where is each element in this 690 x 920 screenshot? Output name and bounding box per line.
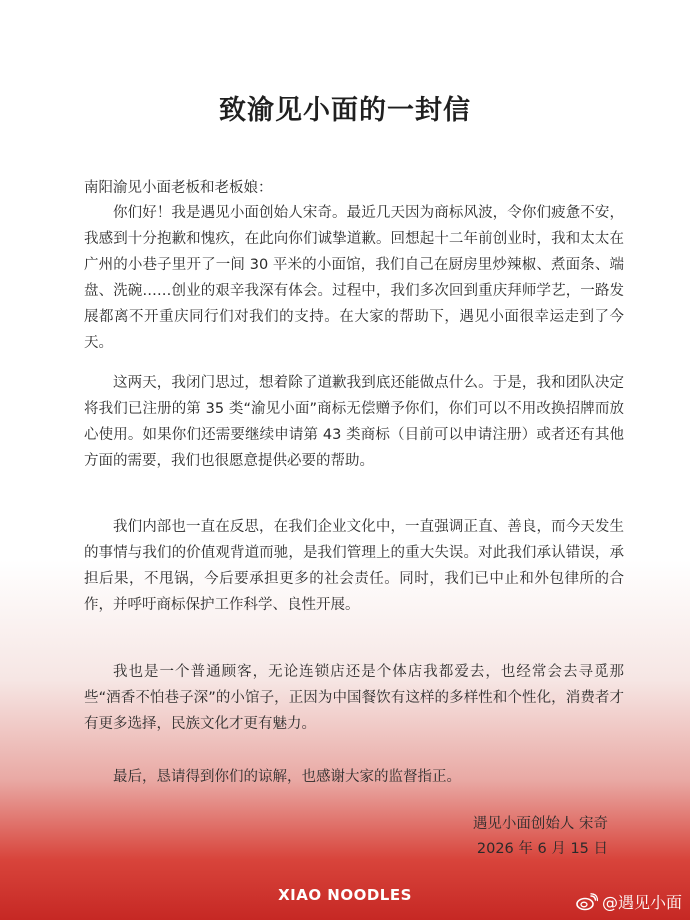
signature: 遇见小面创始人 宋奇: [472, 816, 608, 832]
weibo-watermark: [576, 890, 682, 913]
salutation: 南阳渝见小面老板和老板娘：: [84, 180, 273, 196]
paragraph-3: 我们内部也一直在反思，在我们企业文化中，一直强调正直、善良，而今天发生的事情与我们的价值观背道而驰，是我们管理上的重大失误。对此我们承认错误，承担后果，不甩锅，今后要承担更多的社会责任。同时，我们已中止和外包律所的合作，并呼吁商标保护工作科学、良性开展。: [84, 519, 624, 613]
weibo-icon: [576, 893, 598, 911]
brand-logo-text: XIAO NOODLES: [278, 886, 412, 904]
paragraph-4: 我也是一个普通顾客，无论连锁店还是个体店我都爱去，也经常会去寻觅那些“酒香不怕巷子深”的小馆子，正因为中国餐饮有这样的多样性和个性化，消费者才有更多选择，民族文化才更有魅力。: [84, 664, 624, 732]
watermark-handle: @遇见小面: [601, 893, 682, 912]
signature-block: [473, 812, 608, 862]
paragraph-1: 你们好！我是遇见小面创始人宋奇。最近几天因为商标风波，令你们疲惫不安，我感到十分抱歉和愧疚，在此向你们诚挚道歉。回想起十二年前创业时，我和太太在广州的小巷子里开了一间 30 平米的小面馆，我们自己在厨房里炒辣椒、煮面条、端盘、洗碗……创业的艰辛我深有体会。过程中，我们多次回到重庆拜师学艺，一路发展都离不开重庆同行们对我们的支持。在大家的帮助下，遇见小面很幸运走到了今天。: [84, 205, 624, 351]
letter-date: 2026 年 6 月 15 日: [476, 841, 608, 857]
letter-title: 致渝见小面的一封信: [219, 95, 471, 126]
paragraph-5: 最后，恳请得到你们的谅解，也感谢大家的监督指正。: [113, 769, 461, 785]
paragraph-2: 这两天，我闭门思过，想着除了道歉我到底还能做点什么。于是，我和团队决定将我们已注册的第 35 类“渝见小面”商标无偿赠予你们，你们可以不用改换招牌而放心使用。如果你们还需要继续申请第 43 类商标（目前可以申请注册）或者还有其他方面的需要，我们也很愿意提供必要的帮助。: [84, 375, 624, 469]
